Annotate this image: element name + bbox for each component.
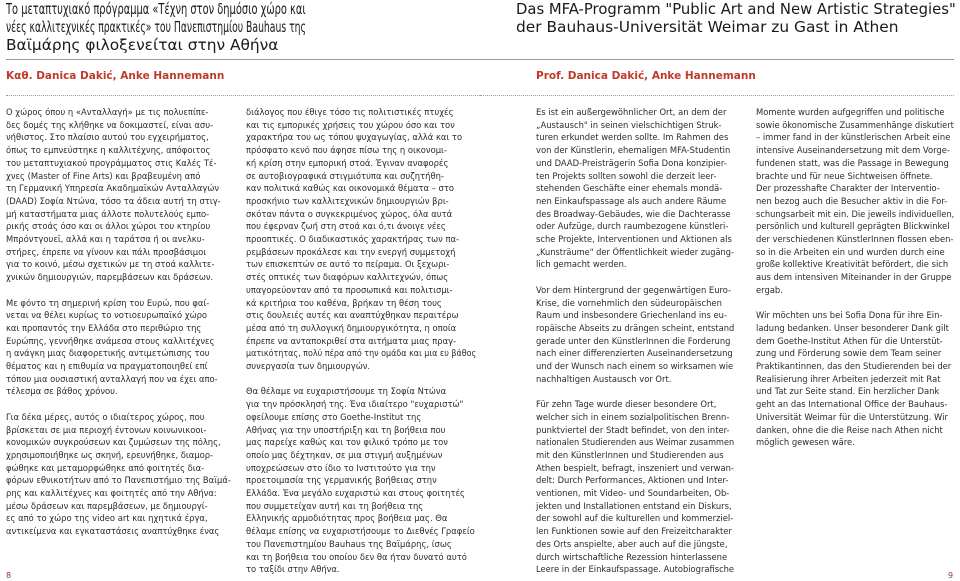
- text-line: πρόσφατο κενό που άφησε πίσω της η οικονομι-: [246, 145, 447, 156]
- text-line: των επισκεπτών σε αυτό το πείραμα. Οι ξεχωρι-: [246, 259, 450, 270]
- text-line: fundenen statt, was die Passage in Bewegung: [756, 157, 949, 168]
- text-line: mit den KünstlerInnen und Studierenden aus: [536, 449, 724, 460]
- paragraph-gap: [6, 398, 236, 411]
- text-line: προσκήνιο των καλλιτεχνικών δημιουργιών βρι-: [246, 195, 449, 206]
- text-line: Ελληνικής αρμοδιότητας προς βοήθεια μας. Θα: [246, 513, 448, 524]
- text-line: αντικείμενα και εγκαταστάσεις αναπτύχθηκε ένας: [6, 526, 220, 537]
- text-line: punktviertel der Stadt befindet, von den inter-: [536, 424, 730, 435]
- text-line: len Funktionen sowie auf den Freizeitcharakter: [536, 526, 732, 537]
- text-line: Der prozesshafte Charakter der Interventio-: [756, 183, 940, 194]
- greek-authors: Καθ. Danica Dakić, Anke Hannemann: [6, 70, 225, 82]
- paragraph-gap: [6, 284, 236, 297]
- text-line: μέσω δράσεων και παρεμβάσεων, με δημιουργί-: [6, 500, 208, 511]
- text-line: Praktikantinnen, das den Studierenden bei der: [756, 361, 952, 372]
- text-line: Universität Weimar für die Unterstützung. Wir: [756, 411, 948, 422]
- text-line: der sowohl auf die kulturellen und kommerziel-: [536, 513, 734, 524]
- text-line: και τη βοήθεια του οποίου δεν θα ήταν δυνατό αυτό: [246, 551, 467, 562]
- paragraph-gap: [246, 373, 476, 386]
- text-line: Μπρόντγουεϊ, αλλά και η ταράτσα ή οι ανελκυ-: [6, 234, 205, 245]
- text-line: persönlich und kulturell geprägten Blickwinkel: [756, 221, 950, 232]
- text-line: von der Künstlerin, ehemaligen MFA-Studentin: [536, 145, 731, 156]
- text-line: κά κριτήρια του καθένα, βρήκαν τη θέση τους: [246, 297, 442, 308]
- right-page: [480, 0, 960, 581]
- text-line: στήρες, έπρεπε να γίνουν και πάλι προσβάσιμοι: [6, 246, 207, 257]
- paragraph-gap: [756, 297, 954, 310]
- text-line: καν πολιτικά καθώς και οικονομικά θέματα – στο: [246, 183, 455, 194]
- title-divider: [6, 59, 480, 60]
- text-line: stehenden Geschäfte einer ehemals mondä-: [536, 183, 723, 194]
- text-line: Wir möchten uns bei Sofia Dona für ihre Ein-: [756, 310, 943, 321]
- text-line: θέματος και η επιθυμία να πραγματοποιηθεί επί: [6, 361, 208, 372]
- text-line: ματικότητας, πολύ πέρα από την ομάδα και μια ευ βάθος: [246, 348, 477, 359]
- text-line: τέλεσμα σε βάθος χρόνου.: [6, 386, 118, 397]
- text-line: προετοιμασία της γερμανικής βοήθειας στην: [246, 475, 437, 486]
- text-line: Raum und insbesondere Griechenland ins eu-: [536, 310, 727, 321]
- text-line: νεται να θέλει κυρίως το νοτιοευρωπαϊκό χώρο: [6, 310, 208, 321]
- title-line: νέες καλλιτεχνικές πρακτικές» του Πανεπιστημίου Bauhaus της: [6, 18, 306, 36]
- text-line: danken, ohne die die Reise nach Athen nicht: [756, 424, 943, 435]
- german-column-1: [536, 106, 734, 576]
- text-line: ρεμβάσεων προκάλεσε και την ενεργή συμμετοχή: [246, 246, 456, 257]
- german-column-2: [756, 106, 954, 449]
- text-line: – immer fand in der künstlerischen Arbeit eine: [756, 132, 951, 143]
- text-line: nach einer differenzierten Auseinandersetzung: [536, 348, 733, 359]
- authors-divider: [6, 95, 480, 96]
- text-line: nen bezog auch die Besucher aktiv in die For-: [756, 195, 948, 206]
- text-line: lich gemacht werden.: [536, 259, 627, 270]
- text-line: ropäische Abseits zu drängen scheint, entstand: [536, 322, 735, 333]
- paragraph-gap: [536, 385, 734, 398]
- text-line: Für zehn Tage wurde dieser besondere Ort,: [536, 399, 717, 410]
- text-line: για την πρόσκλησή της. Ένα ιδιαίτερο "ευχαριστώ": [246, 399, 464, 410]
- text-line: schungsarbeit mit ein. Die jeweils individuellen,: [756, 208, 955, 219]
- text-line: φόρων εθνικοτήτων από το Πανεπιστήμιο της Βαϊμά-: [6, 475, 231, 486]
- text-line: και προπαντός την Ελλάδα στο περιθώριο της: [6, 322, 202, 333]
- title-line: Βαϊμάρης φιλοξενείται στην Αθήνα: [6, 36, 279, 54]
- text-line: χρησιμοποιήθηκε ως σκηνή, ερευνήθηκε, διαμορ-: [6, 449, 214, 460]
- text-line: geht an das International Office der Bauhaus-: [756, 399, 948, 410]
- text-line: που έφερναν ζωή στη στοά και ό,τι άνοιγε νέες: [246, 221, 446, 232]
- text-line: ten Projekts sollten sowohl die derzeit leer-: [536, 170, 717, 181]
- text-line: διάλογος που έθιγε τόσο τις πολιτιστικές πτυχές: [246, 107, 454, 117]
- text-line: υποχρεώσεων στο ίδιο το Ινστιτούτο για την: [246, 462, 436, 473]
- text-line: Θα θέλαμε να ευχαριστήσουμε τη Σοφία Ντώνα: [246, 386, 447, 397]
- text-line: sowie ökonomische Zusammenhänge diskutiert: [756, 119, 954, 130]
- text-line: χνικών δημιουργιών, παρεμβάσεων και δράσεων.: [6, 272, 214, 283]
- text-line: zung und Förderung sowie dem Team seiner: [756, 348, 942, 359]
- text-line: Ελλάδα. Ένα μεγάλο ευχαριστώ και στους φοιτητές: [246, 488, 465, 499]
- text-line: möglich gewesen wäre.: [756, 437, 855, 448]
- text-line: δες δομές της κλήθηκε να δοκιμαστεί, είναι ασυ-: [6, 119, 214, 130]
- text-line: so in die Arbeiten ein und wurden durch eine: [756, 246, 945, 257]
- text-line: σε αυτοβιογραφικά στιγμιότυπα και συζητήθη-: [246, 170, 444, 181]
- text-line: οφείλουμε επίσης στο Goethe-Institut της: [246, 411, 422, 422]
- text-line: του μεταπτυχιακού προγράμματος στις Καλές Τέ-: [6, 157, 217, 168]
- text-line: τη Γερμανική Υπηρεσία Ακαδημαϊκών Ανταλλαγών: [6, 183, 220, 194]
- greek-column-2: [246, 106, 476, 576]
- text-line: ες από το χώρο της video art και ηχητικά έργα,: [6, 513, 208, 524]
- text-line: „Austausch" in seinen vielschichtigen Struk-: [536, 119, 722, 130]
- text-line: Ευρώπης, γεννήθηκε ανάμεσα στους καλλιτέχνες: [6, 335, 215, 346]
- text-line: υπαγορεύονταν από τα προσωπικά και πολιτισμι-: [246, 284, 453, 295]
- text-line: η ανάγκη μιας διαφορετικής αντιμετώπισης του: [6, 348, 210, 359]
- text-line: Athen bespielt, befragt, inszeniert und verwan-: [536, 462, 734, 473]
- text-line: Realisierung ihrer Arbeiten jederzeit mit Rat: [756, 373, 941, 384]
- text-line: und der Wunsch nach einem so wirksamen wie: [536, 361, 734, 372]
- text-line: συνεργασία των δημιουργών.: [246, 361, 371, 372]
- text-line: φώθηκε και μεταμορφώθηκε από φοιτητές δια-: [6, 462, 205, 473]
- text-line: nachhaltigen Austausch vor Ort.: [536, 373, 672, 384]
- text-line: (DAAD) Σοφία Ντώνα, τόσο τα άδεια αυτή τη στιγ-: [6, 195, 221, 206]
- text-line: sche Projekte, Interventionen und Aktionen als: [536, 234, 732, 245]
- paragraph-gap: [536, 271, 734, 284]
- text-line: welcher sich in einem sozialpolitischen Brenn-: [536, 411, 730, 422]
- text-line: χαρακτήρα του ως τόπου ψυχαγωγίας, αλλά και το: [246, 132, 463, 143]
- page-number: 8: [6, 571, 12, 580]
- text-line: brachte und für neue Sichtweisen öffnete.: [756, 170, 933, 181]
- text-line: jekten und Installationen entstand ein Diskurs,: [536, 500, 732, 511]
- text-line: und Tat zur Seite stand. Ein herzlicher Dank: [756, 386, 940, 397]
- text-line: έπρεπε να ανταποκριθεί στα αιτήματα μιας πραγ-: [246, 335, 457, 346]
- greek-column-1: [6, 106, 236, 538]
- text-line: που συμμετείχαν αυτή και τη βοήθεια της: [246, 500, 424, 511]
- text-line: προοπτικές. Ο διαδικαστικός χαρακτήρας των πα-: [246, 234, 460, 245]
- text-line: delt: Durch Performances, Aktionen und Inter-: [536, 475, 729, 486]
- text-line: des Orts anspielte, aber auch auf die jüngste,: [536, 538, 728, 549]
- text-line: στις δουλειές αυτές και αναπτύχθηκαν περαιτέρω: [246, 310, 459, 321]
- text-line: und DAAD-Preisträgerin Sofia Dona konzipier-: [536, 157, 727, 168]
- title-line: Το μεταπτυχιακό πρόγραμμα «Τέχνη στον δημόσιο χώρο και: [6, 0, 306, 18]
- text-line: durch wirtschaftliche Rezession hinterlassene: [536, 551, 728, 562]
- german-title: [516, 0, 956, 36]
- text-line: μή καταστήματα μιας άλλοτε πολυτελούς εμπο-: [6, 208, 210, 219]
- text-line: κονομικών συγκρούσεων και ζυμώσεων της πόλης,: [6, 437, 221, 448]
- text-line: μέσα από τη συλλογική δημιουργικότητα, η οποία: [246, 322, 457, 333]
- text-line: Vor dem Hintergrund der gegenwärtigen Euro-: [536, 284, 732, 295]
- text-line: des Broadway-Gebäudes, wie die Dachterasse: [536, 208, 731, 219]
- text-line: όπως το εμπνεύστηκε η καλλιτέχνης, απόφοιτος: [6, 145, 211, 156]
- authors-divider: [480, 95, 954, 96]
- text-line: Για δέκα μέρες, αυτός ο ιδιαίτερος χώρος, που: [6, 411, 205, 422]
- text-line: θέλαμε επίσης να ευχαριστήσουμε το Διεθνές Γραφείο: [246, 526, 475, 537]
- text-line: oder Aufzüge, durch raumbezogene künstleri-: [536, 221, 729, 232]
- text-line: τόπου μια ουσιαστική ανταλλαγή που να έχει απο-: [6, 373, 218, 384]
- text-line: χνες (Master of Fine Arts) και βραβευμένη από: [6, 170, 201, 181]
- text-line: στές οπτικές των διαφόρων καλλιτεχνών, όπως: [246, 272, 449, 283]
- greek-title: [6, 0, 306, 54]
- text-line: σκόταν πάντα ο συγκεκριμένος χώρος, όλα αυτά: [246, 208, 453, 219]
- title-line: der Bauhaus-Universität Weimar zu Gast in Athen: [516, 18, 899, 36]
- text-line: dem Goethe-Institut Athen für die Unterstüt-: [756, 335, 943, 346]
- text-line: Leere in der Einkaufspassage. Autobiografische: [536, 564, 735, 575]
- text-line: Krise, die vornehmlich den südeuropäischen: [536, 297, 722, 308]
- text-line: βρίσκεται σε μια περιοχή έντονων κοινωνικοοι-: [6, 424, 207, 435]
- german-authors: Prof. Danica Dakić, Anke Hannemann: [536, 70, 756, 82]
- text-line: der verschiedenen KünstlerInnen flossen eben-: [756, 234, 954, 245]
- text-line: Αθήνας για την υποστήριξη και τη βοήθεια που: [246, 424, 446, 435]
- text-line: ventionen, mit Video- und Soundarbeiten, Ob-: [536, 488, 730, 499]
- text-line: aus dem intensiven Miteinander in der Gruppe: [756, 272, 952, 283]
- text-line: Momente wurden aufgegriffen und politische: [756, 107, 945, 117]
- page-number: 9: [948, 571, 954, 580]
- text-line: Es ist ein außergewöhnlicher Ort, an dem der: [536, 107, 727, 117]
- text-line: και τις εμπορικές χρήσεις του χώρου όσο και τον: [246, 119, 455, 130]
- title-line: Das MFA-Programm "Public Art and New Artistic Strategies": [516, 0, 956, 18]
- title-divider: [480, 59, 954, 60]
- text-line: για το κοινό, μέσω σχετικών με τη στοά καλλιτε-: [6, 259, 215, 270]
- text-line: το ταξίδι στην Αθήνα.: [246, 564, 340, 575]
- text-line: του Πανεπιστημίου Bauhaus της Βαϊμάρης, ίσως: [246, 538, 452, 549]
- text-line: ladung bedanken. Unser besonderer Dank gilt: [756, 322, 949, 333]
- text-line: μας παρείχε καθώς και τον φιλικό τρόπο με τον: [246, 437, 448, 448]
- text-line: ρικής στοάς όσο και οι άλλοι χώροι του κτηρίου: [6, 221, 211, 232]
- text-line: ρης και καλλιτέχνες και φοιτητές από την Αθήνα:: [6, 488, 217, 499]
- text-line: intensive Auseinandersetzung mit dem Vorge-: [756, 145, 950, 156]
- text-line: οποίο μας δέχτηκαν, σε μια στιγμή αυξημένων: [246, 449, 443, 460]
- text-line: νήθιστος. Στο πλαίσιο αυτού του εγχειρήματος,: [6, 132, 209, 143]
- text-line: große kollektive Kreativität befördert, die sich: [756, 259, 949, 270]
- text-line: κή κρίση στην εμπορική στοά. Έγιναν αναφορές: [246, 157, 449, 168]
- text-line: turen erkundet werden sollte. Im Rahmen des: [536, 132, 729, 143]
- text-line: „Kunsträume" der Öffentlichkeit wieder zugäng-: [536, 246, 735, 257]
- text-line: nationalen Studierenden aus Weimar zusammen: [536, 437, 735, 448]
- text-line: gerade unter den KünstlerInnen die Forderung: [536, 335, 731, 346]
- text-line: ergab.: [756, 284, 783, 295]
- text-line: nen Einkaufspassage als auch andere Räume: [536, 195, 727, 206]
- text-line: Με φόντο τη σημερινή κρίση του Ευρώ, που φαί-: [6, 297, 210, 308]
- text-line: Ο χώρος όπου η «Ανταλλαγή» με τις πολυεπίπε-: [6, 107, 209, 117]
